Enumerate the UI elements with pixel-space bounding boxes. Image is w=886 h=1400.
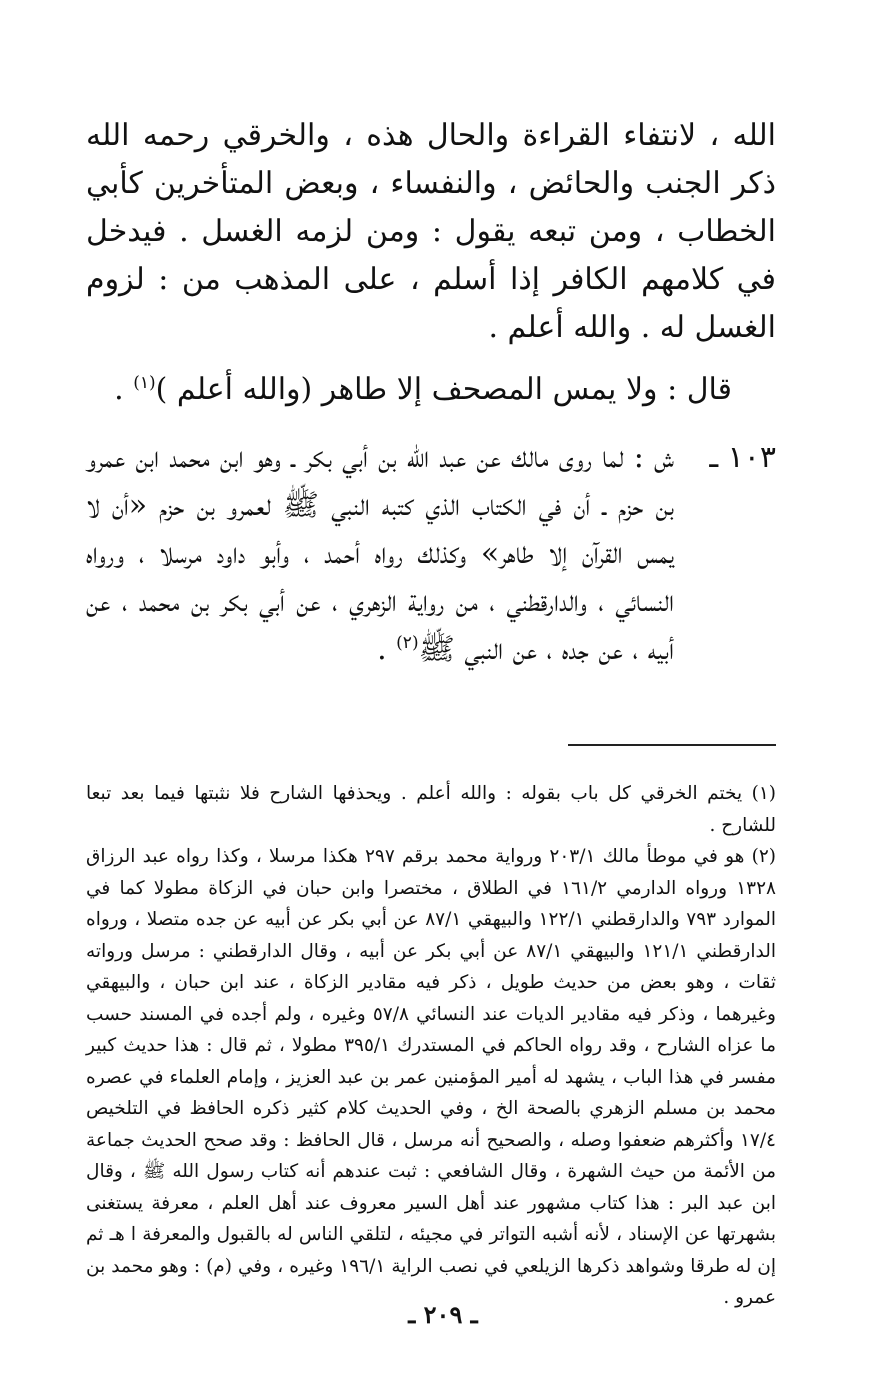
paragraph-matn [86, 366, 776, 414]
sharh-end: . [377, 632, 397, 667]
footnote-separator [568, 744, 776, 746]
issue-number: ١٠٣ ـ [709, 440, 776, 475]
matn-text: قال : ولا يمس المصحف إلا طاهر (والله أعلم ) [155, 372, 732, 407]
footnote-1: (١) يختم الخرقي كل باب بقوله : والله أعلم . ويحذفها الشارح فلا نثبتها فيما بعد تبعا للشارح . [86, 783, 776, 836]
footnote-ref-2: (٢) [396, 633, 419, 653]
sharh-text: ش : لما روى مالك عن عبد الله بن أبي بكر ـ وهو ابن محمد ابن عمرو بن حزم ـ أن في الكتاب الذي كتبه النبي ﷺ لعمرو بن حزم «أن لا يمس القرآن إلا طاهر» وكذلك رواه أحمد ، وأبو داود مرسلا ، ورواه النسائي ، والدارقطني ، من رواية الزهري ، عن أبي بكر بن محمد ، عن أبيه ، عن جده ، عن النبي ﷺ [86, 440, 674, 667]
page-number: ـ ٢٠٩ ـ [408, 1300, 478, 1329]
footnotes [86, 778, 776, 1314]
paragraph-sharh [86, 434, 776, 674]
main-text [86, 112, 776, 674]
footnote-2: (٢) هو في موطأ مالك ٢٠٣/١ ورواية محمد برقم ٢٩٧ هكذا مرسلا ، وكذا رواه عبد الرزاق ١٣٢٨ ورواه الدارمي ١٦١/٢ في الطلاق ، مختصرا وابن حبان في الزكاة مطولا كما في الموارد ٧٩٣ والدارقطني ١٢٢/١ والبيهقي ٨٧/١ عن أبي بكر عن أبيه عن جده متصلا ، ورواه الدارقطني ١٢١/١ والبيهقي ٨٧/١ عن أبي بكر عن أبيه ، وقال الدارقطني : مرسل ورواته ثقات ، وهو بعض من حديث طويل ، ذكر فيه مقادير الزكاة ، عند ابن حبان ، والبيهقي وغيرهما ، وذكر فيه مقادير الديات عند النسائي ٥٧/٨ وغيره ، ولم أجده في المسند حسب ما عزاه الشارح ، وقد رواه الحاكم في المستدرك ٣٩٥/١ مطولا ، ثم قال : هذا حديث كبير مفسر في هذا الباب ، يشهد له أمير المؤمنين عمر بن عبد العزيز ، وإمام العلماء في عصره محمد بن مسلم الزهري بالصحة الخ ، وفي الحديث كلام كثير ذكره الحافظ في التلخيص ١٧/٤ وأكثرهم ضعفوا وصله ، والصحيح أنه مرسل ، قال الحافظ : وقد صحح الحديث جماعة من الأئمة من حيث الشهرة ، وقال الشافعي : ثبت عندهم أنه كتاب رسول الله ﷺ ، وقال ابن عبد البر : هذا كتاب مشهور عند أهل السير معروف عند أهل العلم ، معرفة يستغنى بشهرتها عن الإسناد ، لأنه أشبه التواتر في مجيئه ، لتلقي الناس له بالقبول والمعرفة ا هـ ثم إن له طرقا وشواهد ذكرها الزيلعي في نصب الراية ١٩٦/١ وغيره ، وفي (م) : وهو محمد بن عمرو . [86, 846, 776, 1308]
paragraph-commentary: الله ، لانتفاء القراءة والحال هذه ، والخرقي رحمه الله ذكر الجنب والحائض ، والنفساء ، وبعض المتأخرين كأبي الخطاب ، ومن تبعه يقول : ومن لزمه الغسل . فيدخل في كلامهم الكافر إذا أسلم ، على المذهب من : لزوم الغسل له . والله أعلم . [86, 118, 776, 345]
matn-end: . [114, 372, 134, 407]
sharh-body [86, 434, 674, 674]
footnote-ref-1: (١) [133, 373, 156, 393]
